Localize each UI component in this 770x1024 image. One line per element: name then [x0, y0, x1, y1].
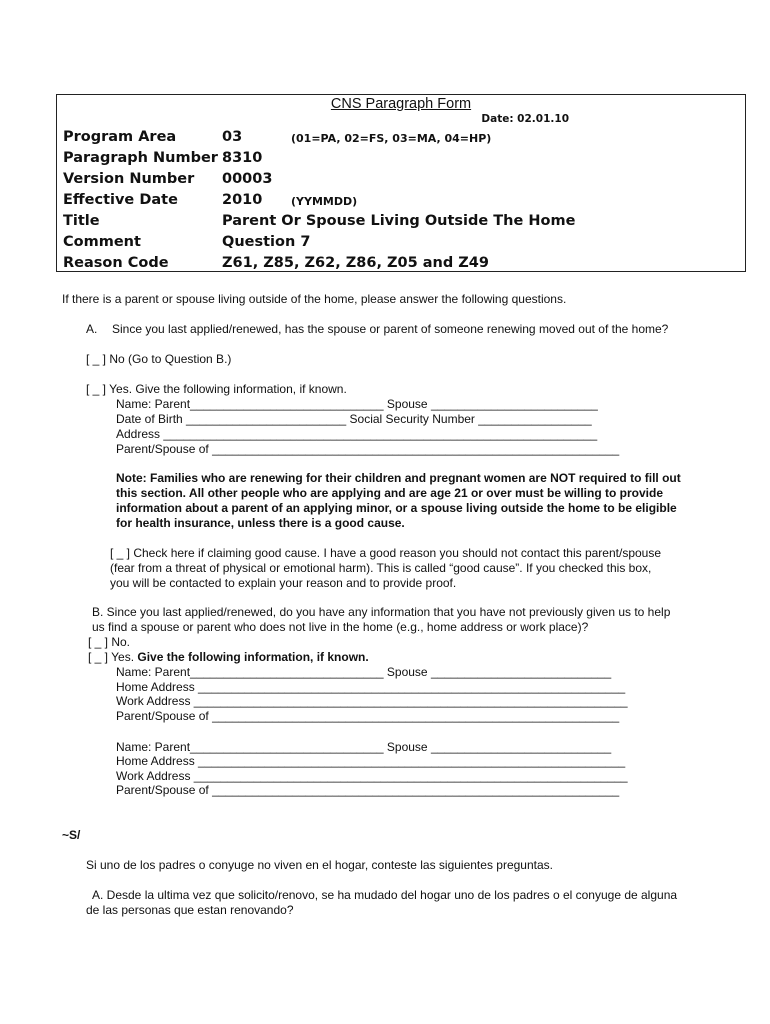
qa-field-parent-spouse-of: Parent/Spouse of _____________________________________________________________ — [116, 442, 620, 456]
meta-label: Program Area — [63, 129, 177, 145]
qa-field-dob-ssn: Date of Birth ________________________ Social Security Number _________________ — [116, 412, 592, 426]
qb1-field-work-address: Work Address _________________________________________________________________ — [116, 694, 628, 708]
meta-value: 8310 — [222, 150, 263, 166]
meta-value: Question 7 — [222, 234, 311, 250]
qb1-field-name: Name: Parent_____________________________ Spouse ___________________________ — [116, 665, 612, 679]
question-b-yes-option — [88, 650, 369, 665]
meta-label: Version Number — [63, 171, 195, 187]
spanish-intro: Si uno de los padres o conyuge no viven en el hogar, conteste las siguientes preguntas. — [86, 858, 553, 872]
note-line-4: for health insurance, unless there is a good cause. — [116, 516, 405, 530]
question-a-text: Since you last applied/renewed, has the spouse or parent of someone renewing moved out of the home? — [112, 322, 669, 336]
question-b-no-option: [ _ ] No. — [88, 635, 131, 649]
question-a-no-option: [ _ ] No (Go to Question B.) — [86, 352, 232, 366]
meta-value: 03 — [222, 129, 243, 145]
yes-instruction: Give the following information, if known. — [137, 650, 369, 664]
yes-prefix: [ _ ] Yes. — [88, 650, 138, 664]
meta-value: Parent Or Spouse Living Outside The Home — [222, 213, 576, 229]
qb2-field-parent-spouse-of: Parent/Spouse of _____________________________________________________________ — [116, 783, 620, 797]
spanish-section-marker: ~S/ — [62, 828, 81, 842]
qa-field-address: Address _________________________________________________________________ — [116, 427, 598, 441]
qb2-field-name: Name: Parent_____________________________ Spouse ___________________________ — [116, 740, 612, 754]
note-line-2: this section. All other people who are applying and are age 21 or over must be willing to provide — [116, 486, 663, 500]
question-a-yes-option: [ _ ] Yes. Give the following information, if known. — [86, 382, 347, 396]
meta-value: Z61, Z85, Z62, Z86, Z05 and Z49 — [222, 255, 489, 271]
note-line-1: Note: Families who are renewing for their children and pregnant women are NOT required to fill out — [116, 471, 681, 485]
form-title: CNS Paragraph Form — [330, 96, 472, 112]
qa-field-name: Name: Parent_____________________________ Spouse _________________________ — [116, 397, 598, 411]
meta-value: 2010 — [222, 192, 263, 208]
meta-label: Title — [63, 213, 100, 229]
meta-note: (01=PA, 02=FS, 03=MA, 04=HP) — [291, 132, 492, 145]
qb2-field-home-address: Home Address ________________________________________________________________ — [116, 754, 626, 768]
meta-label: Paragraph Number — [63, 150, 218, 166]
form-header-box — [56, 94, 746, 272]
meta-label: Effective Date — [63, 192, 178, 208]
question-a-letter: A. — [86, 322, 98, 336]
spanish-question-a-line-1: A. Desde la ultima vez que solicito/renovo, se ha mudado del hogar uno de los padres o el conyuge de alguna — [92, 888, 678, 902]
qb2-field-work-address: Work Address _________________________________________________________________ — [116, 769, 628, 783]
spanish-question-a-line-2: de las personas que estan renovando? — [86, 903, 294, 917]
meta-value: 00003 — [222, 171, 273, 187]
meta-label: Reason Code — [63, 255, 169, 271]
question-b-line-1: B. Since you last applied/renewed, do you have any information that you have not previously given us to help — [92, 605, 671, 619]
intro-text: If there is a parent or spouse living outside of the home, please answer the following questions. — [62, 292, 567, 306]
note-line-3: information about a parent of an applying minor, or a spouse living outside the home to be eligible — [116, 501, 677, 515]
qb1-field-parent-spouse-of: Parent/Spouse of _____________________________________________________________ — [116, 709, 620, 723]
meta-note: (YYMMDD) — [291, 195, 358, 208]
good-cause-line-1: [ _ ] Check here if claiming good cause. I have a good reason you should not contact this parent/spouse — [110, 546, 662, 560]
form-date: Date: 02.01.10 — [481, 113, 569, 125]
qb1-field-home-address: Home Address ________________________________________________________________ — [116, 680, 626, 694]
good-cause-line-3: you will be contacted to explain your reason and to provide proof. — [110, 576, 457, 590]
good-cause-line-2: (fear from a threat of physical or emotional harm). This is called “good cause”. If you checked this box, — [110, 561, 652, 575]
question-b-line-2: us find a spouse or parent who does not live in the home (e.g., home address or work place)? — [92, 620, 589, 634]
meta-label: Comment — [63, 234, 141, 250]
